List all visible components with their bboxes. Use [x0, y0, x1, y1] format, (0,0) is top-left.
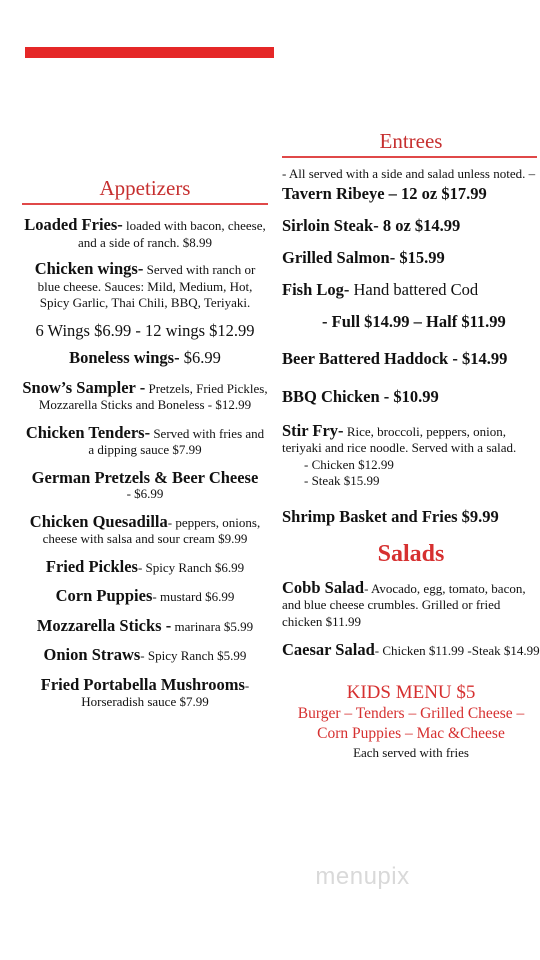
kids-menu-note: Each served with fries — [353, 744, 469, 760]
item-desc: Served with ranch or blue cheese. Sauces: Mild, Medium, Hot, Spicy Garlic, Thai Chili, BBQ, Teriyaki. — [37, 262, 256, 310]
menu-item-loaded-fries — [22, 217, 268, 251]
item-desc: Hand battered Cod — [349, 279, 479, 299]
item-name: Boneless wings- — [69, 348, 180, 367]
entrees-divider — [282, 156, 537, 158]
item-name: Stir Fry- — [282, 420, 344, 440]
item-desc: - Avocado, egg, tomato, bacon, and blue cheese crumbles. Grilled or fried chicken $11.99 — [282, 580, 526, 629]
item-name: Mozzarella Sticks - — [36, 615, 172, 635]
item-name: Chicken wings- — [34, 259, 144, 278]
item-name: Loaded Fries- — [24, 215, 123, 234]
item-name: Chicken Tenders- — [25, 422, 151, 442]
menu-item-fried-pickles — [22, 556, 268, 577]
appetizers-divider — [22, 203, 268, 205]
entrees-heading: Entrees — [379, 129, 443, 153]
menu-item-cobb-salad — [282, 577, 540, 631]
menu-item-sirloin-steak: Sirloin Steak- 8 oz $14.99 — [282, 215, 461, 235]
menu-item-caesar-salad — [282, 642, 540, 660]
menupix-watermark: menupix — [315, 863, 410, 890]
item-name: Chicken Quesadilla — [29, 511, 168, 531]
entrees-note: - All served with a side and salad unless noted. – — [282, 166, 536, 181]
menu-item-boneless-wings — [22, 350, 268, 368]
item-name: Onion Straws — [43, 645, 141, 664]
menu-item-onion-straws — [22, 647, 268, 665]
item-desc: - Chicken $11.99 -Steak $14.99 — [374, 643, 540, 658]
item-desc: marinara $5.99 — [171, 618, 254, 634]
item-desc: - Spicy Ranch $5.99 — [140, 648, 247, 663]
menu-item-chicken-tenders — [22, 422, 268, 459]
item-name: Corn Puppies — [55, 586, 153, 605]
menu-item-chicken-quesadilla — [22, 511, 268, 548]
entrees-column — [282, 128, 540, 761]
menu-item-fish-log — [282, 280, 540, 300]
item-name: Fried Portabella Mushrooms — [40, 674, 245, 694]
item-desc: - Horseradish sauce $7.99 — [81, 677, 250, 709]
stir-fry-steak-price: - Steak $15.99 — [304, 473, 380, 488]
menu-item-stir-fry — [282, 420, 540, 457]
appetizers-column — [22, 175, 268, 711]
top-accent-bar — [25, 47, 274, 58]
menu-item-bbq-chicken: BBQ Chicken - $10.99 — [282, 386, 439, 406]
item-name: Caesar Salad — [282, 640, 375, 659]
item-desc: - $6.99 — [126, 486, 164, 501]
item-name: Fish Log- — [282, 279, 350, 299]
kids-menu-line-1: Burger – Tenders – Grilled Cheese – — [297, 704, 525, 722]
appetizers-heading: Appetizers — [99, 176, 191, 200]
item-desc: - peppers, onions, cheese with salsa and sour cream $9.99 — [42, 514, 261, 546]
item-desc: loaded with bacon, cheese, and a side of ranch. $8.99 — [78, 218, 266, 250]
item-desc: Pretzels, Fried Pickles, Mozzarella Sticks and Boneless - $12.99 — [38, 380, 268, 412]
menu-item-chicken-wings — [22, 261, 268, 312]
kids-menu-line-2: Corn Puppies – Mac &Cheese — [317, 724, 505, 742]
item-name: Cobb Salad — [282, 577, 365, 597]
menu-item-snows-sampler — [22, 377, 268, 414]
stir-fry-chicken-price: - Chicken $12.99 — [304, 456, 394, 472]
menu-item-beer-battered-haddock: Beer Battered Haddock - $14.99 — [282, 348, 508, 368]
salads-heading: Salads — [377, 540, 445, 567]
menu-item-tavern-ribeye: Tavern Ribeye – 12 oz $17.99 — [282, 183, 487, 203]
item-desc: - Spicy Ranch $6.99 — [137, 559, 245, 575]
menu-item-fried-portabella — [22, 674, 268, 711]
item-name: Snow’s Sampler - — [22, 377, 146, 397]
item-price: $6.99 — [179, 348, 221, 367]
item-desc: Rice, broccoli, peppers, onion, teriyaki and rice noodle. Served with a salad. — [282, 423, 517, 455]
menu-item-grilled-salmon: Grilled Salmon- $15.99 — [282, 247, 445, 267]
menu-item-shrimp-basket: Shrimp Basket and Fries $9.99 — [282, 506, 499, 526]
kids-menu-heading: KIDS MENU $5 — [346, 681, 476, 703]
item-name: German Pretzels & Beer Cheese — [31, 467, 259, 487]
menu-item-mozzarella-sticks — [22, 615, 268, 636]
fish-log-prices: - Full $14.99 – Half $11.99 — [322, 311, 506, 331]
wings-prices: 6 Wings $6.99 - 12 wings $12.99 — [35, 320, 255, 340]
menu-item-corn-puppies — [22, 588, 268, 606]
item-desc: Served with fries and a dipping sauce $7.99 — [88, 425, 265, 457]
menu-item-german-pretzels — [22, 467, 268, 503]
item-desc: - mustard $6.99 — [152, 589, 235, 604]
item-name: Fried Pickles — [45, 556, 138, 576]
